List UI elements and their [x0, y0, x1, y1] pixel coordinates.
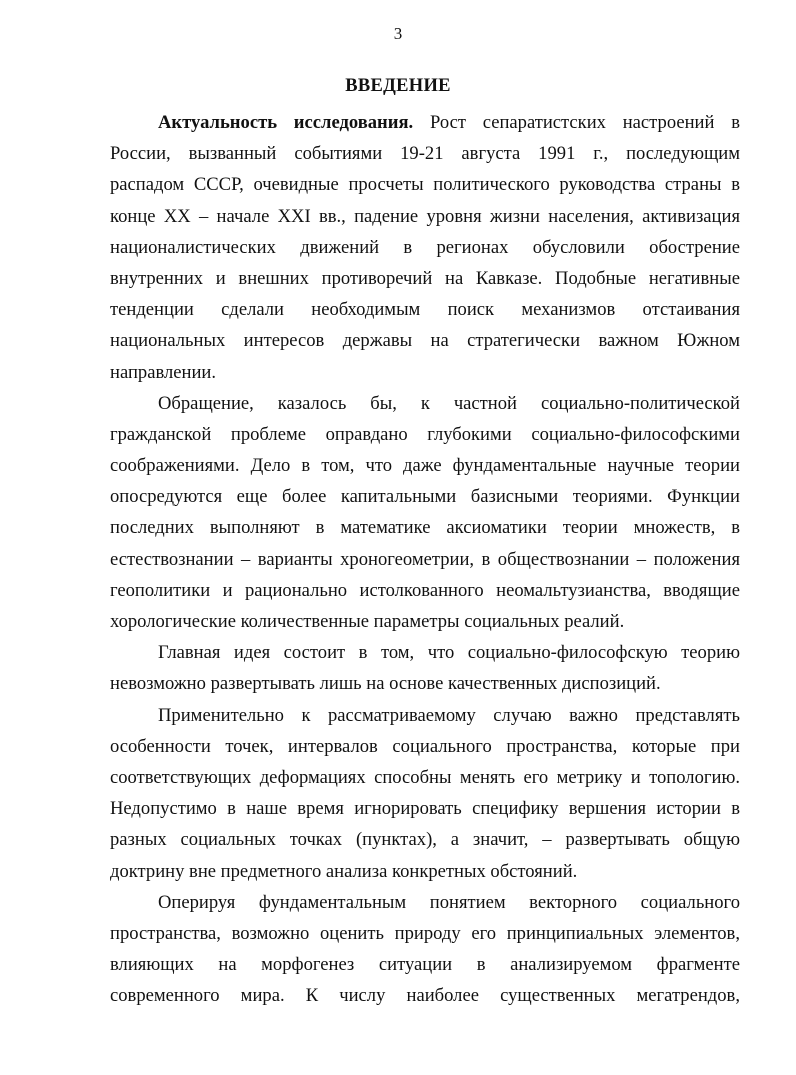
text-line: гражданской проблеме оправдано глубокими социально-философскими: [110, 423, 740, 445]
text-line: опосредуются еще более капитальными базисными теориями. Функции: [110, 486, 740, 508]
paragraph: [110, 107, 740, 388]
text-line: конце XX – начале XXI вв., падение уровня жизни населения, активизация: [110, 205, 740, 227]
paragraph: [110, 700, 740, 887]
text-line: последних выполняют в математике аксиоматики теории множеств, в: [110, 517, 740, 539]
text-line: Обращение, казалось бы, к частной социально-политической: [158, 392, 740, 414]
text-line: невозможно развертывать лишь на основе качественных диспозиций.: [110, 673, 661, 695]
text-line: тенденции сделали необходимым поиск механизмов отстаивания: [110, 299, 740, 321]
text-line: национальных интересов державы на стратегически важном Южном: [110, 330, 740, 352]
text-line: доктрину вне предметного анализа конкретных обстояний.: [110, 860, 578, 882]
text-line: направлении.: [110, 361, 217, 383]
text-line: Оперируя фундаментальным понятием векторного социального: [158, 891, 740, 913]
text-line: соответствующих деформациях способны менять его метрику и топологию.: [110, 766, 740, 788]
text-line: распадом СССР, очевидные просчеты политического руководства страны в: [110, 174, 740, 196]
text-line: геополитики и рационально истолкованного неомальтузианства, вводящие: [110, 579, 740, 601]
text-line: пространства, возможно оценить природу его принципиальных элементов,: [110, 922, 740, 944]
paragraph: [110, 887, 740, 1012]
text-line: особенности точек, интервалов социального пространства, которые при: [110, 735, 740, 757]
text-line: современного мира. К числу наиболее существенных мегатрендов,: [110, 985, 740, 1007]
line-text: Рост сепаратистских настроений в: [413, 112, 740, 133]
text-line: внутренних и внешних противоречий на Кавказе. Подобные негативные: [110, 267, 740, 289]
text-line: влияющих на морфогенез ситуации в анализируемом фрагменте: [110, 954, 740, 976]
text-line: Главная идея состоит в том, что социально-философскую теорию: [158, 642, 740, 664]
text-line: России, вызванный событиями 19-21 августа 1991 г., последующим: [110, 143, 740, 165]
text-line: естествознании – варианты хроногеометрии, в обществознании – положения: [110, 548, 740, 570]
text-line: националистических движений в регионах обусловили обострение: [110, 236, 740, 258]
section-heading: ВВЕДЕНИЕ: [345, 76, 451, 96]
lead-phrase: Актуальность исследования.: [158, 112, 414, 133]
text-line: соображениями. Дело в том, что даже фундаментальные научные теории: [110, 455, 740, 477]
text-line: разных социальных точках (пунктах), а значит, – развертывать общую: [110, 829, 740, 851]
text-line: [110, 107, 740, 138]
text-line: хорологические количественные параметры социальных реалий.: [110, 611, 625, 632]
paragraph: [110, 637, 740, 699]
paragraph: [110, 388, 740, 638]
text-line: Недопустимо в наше время игнорировать специфику вершения истории в: [110, 798, 740, 820]
page-number: 3: [393, 24, 403, 43]
text-line: Применительно к рассматриваемому случаю важно представлять: [158, 704, 740, 726]
body-text: [110, 107, 740, 1011]
